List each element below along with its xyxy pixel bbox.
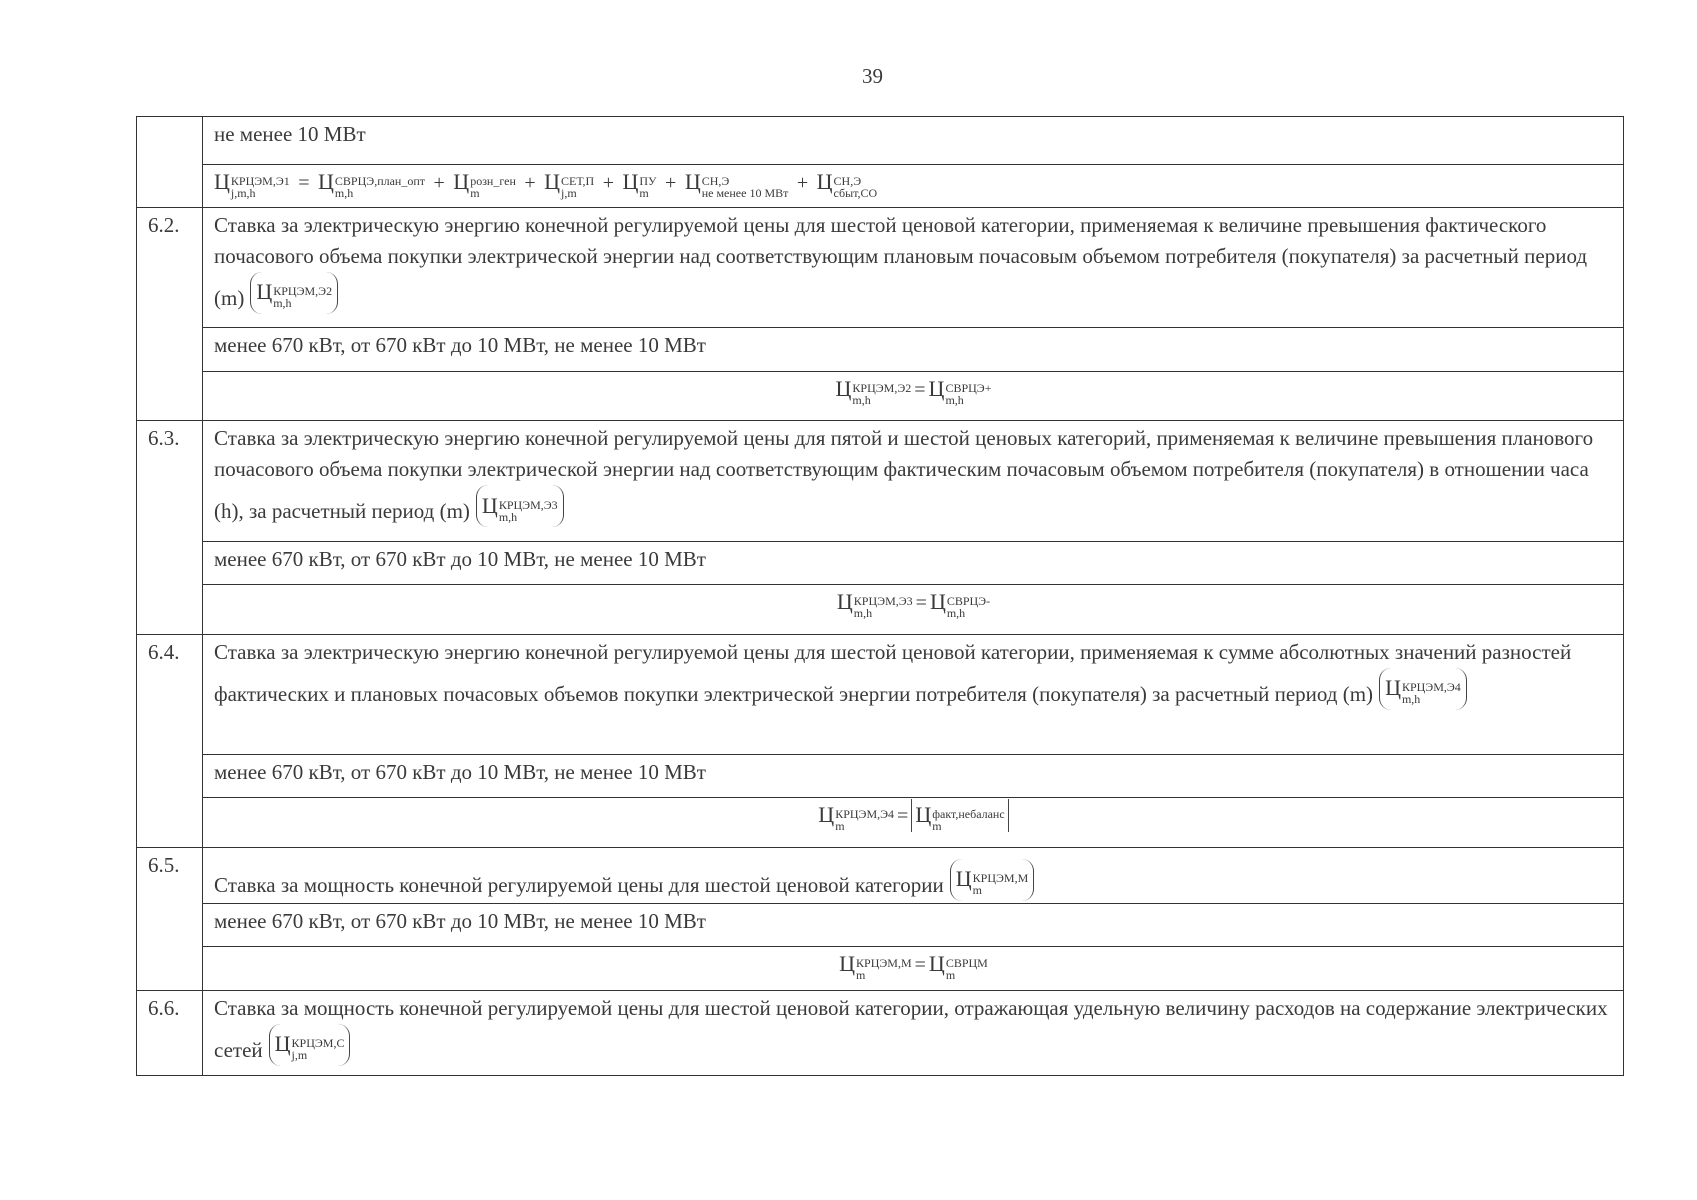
- row-number-cell: [137, 117, 203, 208]
- sup: КРЦЭМ,Э2: [852, 380, 912, 395]
- table-row: [137, 754, 1624, 797]
- rate-description: Ставка за электрическую энергию конечной регулируемой цены для шестой ценовой категории, применяемая к величине превышения фактического почасового объема покупки электрической энергии над соответствующим плановым почасовым объемом потребителя (покупателя) за расчетный период (m): [214, 213, 1588, 311]
- sup: КРЦЭМ,Э3: [498, 497, 558, 512]
- sup: КРЦЭМ,Э4: [835, 807, 895, 822]
- sub: j,m: [291, 1048, 308, 1063]
- equals-sign: =: [897, 805, 909, 828]
- formula-symbol: Ц: [955, 866, 972, 892]
- sub: j,m,h: [230, 185, 256, 200]
- sup: КРЦЭМ,М: [972, 871, 1029, 886]
- table-row: [137, 117, 1624, 165]
- formula-symbol: Ц: [818, 802, 835, 828]
- formula-e4: [818, 802, 1008, 834]
- table-row: [137, 371, 1624, 421]
- rate-description-cell: [203, 634, 1624, 754]
- row-number: 6.6.: [137, 990, 203, 1075]
- formula-symbol: Ц: [928, 375, 945, 401]
- rate-description: Ставка за мощность конечной регулируемой цены для шестой ценовой категории: [214, 872, 944, 897]
- rate-symbol: [1379, 668, 1467, 710]
- formula-cell: [203, 371, 1624, 421]
- sub: m,h: [273, 296, 292, 311]
- formula-symbol: Ц: [214, 168, 230, 194]
- formula-symbol: Ц: [839, 951, 856, 977]
- sup: розн_ген: [470, 173, 516, 188]
- table-row: [137, 541, 1624, 584]
- row-number: 6.4.: [137, 634, 203, 847]
- sup: КРЦЭМ,С: [291, 1036, 345, 1051]
- formula-symbol: Ц: [481, 492, 498, 518]
- sub: сбыт,СО: [833, 185, 878, 200]
- equals-sign: =: [914, 378, 926, 401]
- sup: КРЦЭМ,Э2: [273, 284, 333, 299]
- formula-symbol: Ц: [915, 802, 932, 828]
- formula-symbol: Ц: [816, 168, 833, 194]
- sub: m: [945, 968, 956, 983]
- category-text: менее 670 кВт, от 670 кВт до 10 МВт, не менее 10 МВт: [203, 754, 1624, 797]
- rate-description-cell: [203, 421, 1624, 541]
- sup: СВРЦМ: [945, 956, 988, 971]
- formula-symbol: Ц: [928, 951, 945, 977]
- sub: не менее 10 МВт: [701, 185, 789, 200]
- sub: m,h: [1401, 691, 1421, 706]
- table-row: [137, 990, 1624, 1075]
- formula-symbol: Ц: [256, 279, 273, 305]
- absolute-value: [911, 799, 1008, 832]
- formula-m: [839, 951, 988, 983]
- category-text: менее 670 кВт, от 670 кВт до 10 МВт, не менее 10 МВт: [203, 328, 1624, 371]
- rate-description: Ставка за мощность конечной регулируемой цены для шестой ценовой категории, отражающая удельную величину расходов на содержание электрических сетей: [214, 995, 1608, 1062]
- category-text: менее 670 кВт, от 670 кВт до 10 МВт, не менее 10 МВт: [203, 903, 1624, 946]
- sub: m,h: [334, 185, 354, 200]
- plus-sign: +: [524, 171, 536, 194]
- table-row: [137, 585, 1624, 635]
- sup: ПУ: [639, 173, 657, 188]
- table-row: [137, 634, 1624, 754]
- equals-sign: =: [298, 171, 310, 194]
- formula-symbol: Ц: [318, 168, 334, 194]
- sup: КРЦЭМ,М: [856, 956, 912, 971]
- rate-description-cell: [203, 990, 1624, 1075]
- sup: КРЦЭМ,Э4: [1401, 679, 1461, 694]
- sup: СН,Э: [701, 173, 730, 188]
- formula-e2: [835, 375, 992, 407]
- formula-cell: [203, 164, 1624, 207]
- tariff-table: [136, 116, 1624, 1076]
- sup: СВРЦЭ-: [946, 594, 991, 609]
- category-text: не менее 10 МВт: [203, 117, 1624, 165]
- formula-e3: [836, 589, 991, 621]
- sup: СВРЦЭ+: [945, 380, 992, 395]
- table-row: [137, 947, 1624, 990]
- table-row: [137, 328, 1624, 371]
- formula-symbol: Ц: [684, 168, 701, 194]
- formula-cell: [203, 585, 1624, 635]
- sub: m,h: [945, 392, 964, 407]
- sub: m,h: [498, 509, 518, 524]
- sub: m: [835, 819, 845, 834]
- formula-cell: [203, 947, 1624, 990]
- rate-description-cell: [203, 208, 1624, 328]
- rate-symbol: [950, 859, 1035, 901]
- rate-description-cell: [203, 848, 1624, 904]
- formula-symbol: Ц: [835, 375, 852, 401]
- plus-sign: +: [796, 171, 809, 194]
- sub: m,h: [853, 606, 873, 621]
- sub: m,h: [946, 606, 966, 621]
- sub: m: [856, 968, 866, 983]
- rate-symbol: [476, 485, 564, 527]
- plus-sign: +: [433, 171, 445, 194]
- row-number: 6.3.: [137, 421, 203, 634]
- equals-sign: =: [914, 954, 926, 977]
- equals-sign: =: [915, 592, 927, 615]
- sup: факт,небаланс: [932, 807, 1005, 822]
- formula-symbol: Ц: [836, 589, 853, 615]
- sup: СН,Э: [833, 173, 862, 188]
- table-row: [137, 164, 1624, 207]
- sub: m: [470, 185, 480, 200]
- formula-symbol: Ц: [622, 168, 639, 194]
- table-row: [137, 421, 1624, 541]
- table-row: [137, 798, 1624, 848]
- rate-symbol: [250, 272, 338, 314]
- row-number: 6.5.: [137, 848, 203, 991]
- table-row: [137, 848, 1624, 904]
- sub: m: [639, 185, 649, 200]
- formula-symbol: Ц: [544, 168, 561, 194]
- formula-cell: [203, 798, 1624, 848]
- formula-symbol: Ц: [274, 1031, 291, 1057]
- formula-symbol: Ц: [1385, 674, 1401, 700]
- rate-description: Ставка за электрическую энергию конечной регулируемой цены для пятой и шестой ценовых категорий, применяемая к величине превышения планового почасового объема покупки электрической энергии над соответствующим фактическим почасовым объемом потребителя (покупателя) в отношении часа (h), за расчетный период (m): [214, 426, 1594, 524]
- rate-symbol: [269, 1024, 351, 1066]
- page-number: 39: [862, 64, 883, 88]
- sup: КРЦЭМ,Э1: [230, 173, 290, 188]
- row-number: 6.2.: [137, 208, 203, 421]
- sup: СЕТ,П: [561, 173, 595, 188]
- sub: m,h: [852, 392, 871, 407]
- formula-e1: [214, 168, 878, 200]
- category-text: менее 670 кВт, от 670 кВт до 10 МВт, не менее 10 МВт: [203, 541, 1624, 584]
- sub: m: [972, 883, 982, 898]
- table-row: [137, 208, 1624, 328]
- plus-sign: +: [602, 171, 614, 194]
- sup: СВРЦЭ,план_опт: [334, 173, 426, 188]
- formula-symbol: Ц: [453, 168, 470, 194]
- sup: КРЦЭМ,Э3: [853, 594, 913, 609]
- sub: j,m: [561, 185, 577, 200]
- table-row: [137, 903, 1624, 946]
- formula-symbol: Ц: [929, 589, 946, 615]
- plus-sign: +: [665, 171, 677, 194]
- sub: m: [932, 819, 942, 834]
- rate-description: Ставка за электрическую энергию конечной регулируемой цены для шестой ценовой категории, применяемая к сумме абсолютных значений разностей фактических и плановых почасовых объемов покупки электрической энергии потребителя (покупателя) за расчетный период (m): [214, 639, 1572, 706]
